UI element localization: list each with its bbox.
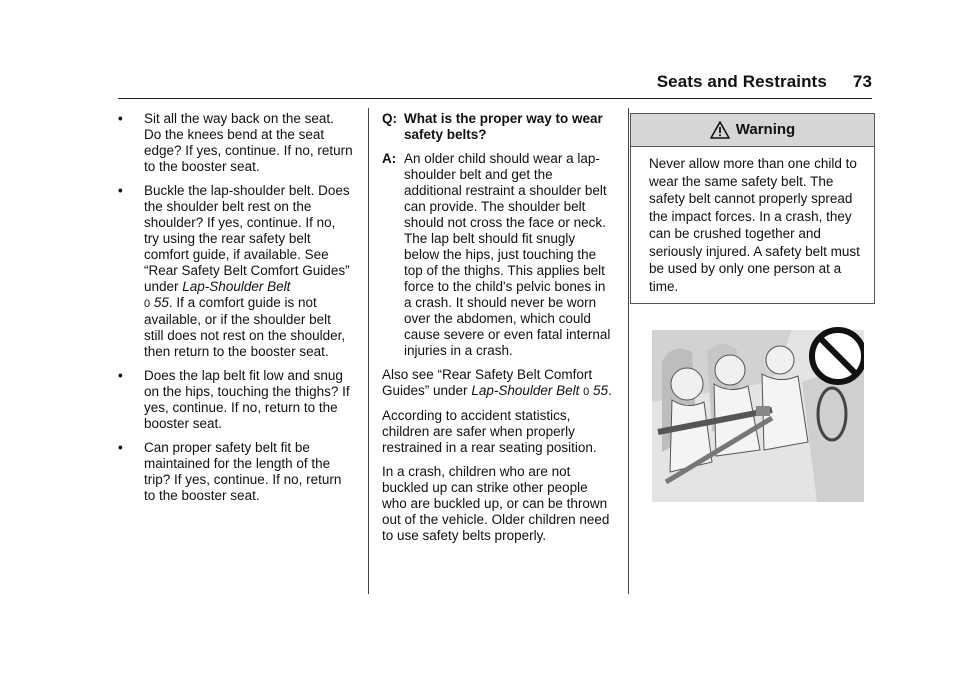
header-rule	[118, 98, 872, 99]
list-item-text: Buckle the lap-shoulder belt. Does the shoulder belt rest on the shoulder? If yes, continue. If no, try using the rear safety belt comfort guide, if available. See “Rear Safety Belt Comfort Guides” under Lap-Shoulder Belt 0 55. If a comfort guide is not available, or if the shoulder belt still does not rest on the shoulder, then return to the booster seat.	[144, 183, 350, 359]
warning-header	[631, 114, 874, 147]
question-label: Q:	[382, 111, 397, 126]
answer-text: An older child should wear a lap-shoulder belt and get the additional restraint a shoulder belt can provide. The shoulder belt should not cross the face or neck. The lap belt should fit snugly below the hips, just touching the top of the thighs. This applies belt force to the child's pelvic bones in a crash. It should never be worn over the abdomen, which could cause severe or even fatal internal injuries in a crash.	[404, 151, 611, 358]
bullet-icon: •	[118, 368, 123, 383]
bullet-icon: •	[118, 111, 123, 126]
warning-title: Warning	[735, 121, 796, 138]
section-title: Seats and Restraints	[656, 72, 827, 91]
children-sharing-belt-illustration	[652, 322, 864, 502]
list-item-text: Does the lap belt fit low and snug on the hips, touching the thighs? If yes, continue. If no, return to the booster seat.	[144, 368, 350, 431]
answer-label: A:	[382, 151, 397, 166]
warning-box	[630, 113, 875, 304]
reference-page[interactable]: 55	[593, 383, 609, 398]
question-block	[382, 111, 614, 143]
list-item	[118, 111, 354, 175]
list-item-text: Can proper safety belt fit be maintained for the length of the trip? If yes, continue. If no, return to the booster seat.	[144, 440, 342, 503]
list-item	[118, 183, 354, 360]
list-item	[118, 368, 354, 432]
prohibited-icon	[812, 330, 864, 382]
middle-column	[382, 111, 614, 552]
question-text: What is the proper way to wear safety belts?	[404, 111, 603, 142]
column-divider	[628, 108, 629, 594]
paragraph: In a crash, children who are not buckled up can strike other people who are buckled up, or can be thrown out of the vehicle. Older children need to use safety belts properly.	[382, 464, 610, 543]
illustration-graphic	[652, 322, 864, 502]
column-divider	[368, 108, 369, 594]
paragraph: According to accident statistics, children are safer when properly restrained in a rear seating position.	[382, 408, 597, 455]
right-column	[630, 113, 875, 304]
reference-page[interactable]: 55	[153, 295, 169, 310]
reference-arrow-icon: 0	[583, 386, 590, 398]
page-header	[657, 72, 872, 92]
page-number: 73	[852, 72, 872, 91]
bullet-icon: •	[118, 440, 123, 455]
warning-text: Never allow more than one child to wear the same safety belt. The safety belt cannot properly spread the impact forces. In a crash, they can be crushed together and seriously injured. A safety belt must be used by only one person at a time.	[649, 156, 860, 294]
answer-block	[382, 151, 614, 359]
left-column	[118, 111, 354, 512]
list-item-text: Sit all the way back on the seat. Do the knees bend at the seat edge? If yes, continue. If no, return to the booster seat.	[144, 111, 353, 174]
bullet-icon: •	[118, 183, 123, 198]
list-item	[118, 440, 354, 504]
cross-reference-link[interactable]: Lap-Shoulder Belt	[471, 383, 580, 398]
cross-reference-link[interactable]: Lap-Shoulder Belt	[182, 279, 291, 294]
also-see-paragraph: Also see “Rear Safety Belt Comfort Guides” under Lap-Shoulder Belt 0 55.	[382, 367, 612, 398]
reference-arrow-icon: 0	[144, 298, 151, 310]
warning-triangle-icon	[710, 121, 730, 139]
